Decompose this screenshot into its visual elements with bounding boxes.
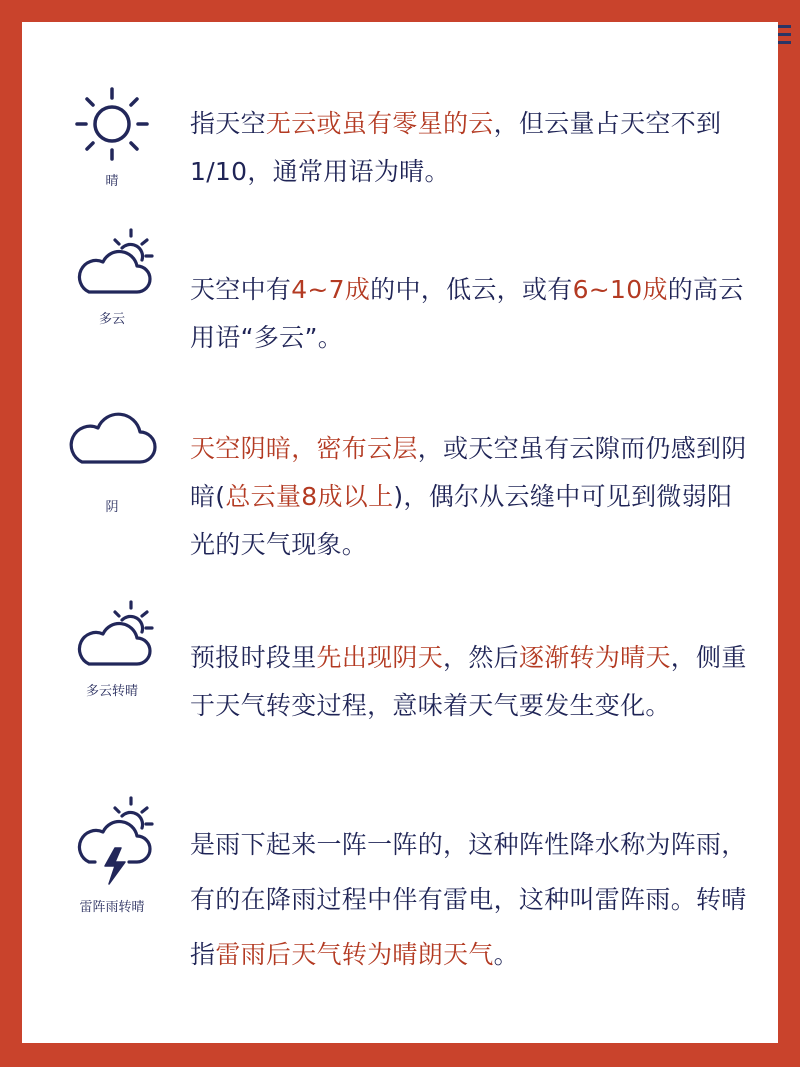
desc-highlight: 总云量8成以上 [225, 482, 394, 511]
desc-segment: ，或天空虽有云隙而仍感到阴暗( [190, 434, 747, 511]
weather-description [190, 817, 750, 982]
partly-cloudy-icon-group [62, 222, 162, 327]
weather-description [190, 634, 750, 730]
sun-icon [72, 84, 152, 164]
desc-highlight: 6~10成 [572, 275, 668, 304]
thunder-shower-icon [67, 790, 157, 890]
thunder-shower-icon-group [62, 790, 162, 915]
weather-label: 阴 [105, 500, 119, 515]
desc-segment: ，然后 [443, 643, 519, 672]
desc-segment: 天空中有 [190, 275, 292, 304]
desc-segment: 预报时段里 [190, 643, 317, 672]
cloudy-to-sunny-icon [67, 594, 157, 674]
weather-label: 多云转晴 [85, 684, 138, 699]
desc-highlight: 逐渐转为晴天 [518, 643, 671, 672]
cloudy-to-sunny-icon-group [62, 594, 162, 699]
sunny-icon-group [62, 84, 162, 189]
desc-segment: ，侧重于天气转变过程，意味着天气要发生变化。 [190, 643, 747, 720]
partly-cloudy-icon [67, 222, 157, 302]
desc-highlight: 4~7成 [291, 275, 371, 304]
desc-segment: ，但云量占天空不到1/10，通常用语为晴。 [190, 109, 722, 186]
desc-highlight: 先出现阴天 [316, 643, 444, 672]
weather-label: 晴 [105, 174, 119, 189]
desc-highlight: 天空阴暗，密布云层 [190, 434, 418, 463]
desc-highlight: 无云或虽有零星的云 [265, 109, 494, 138]
cloud-icon [64, 402, 160, 470]
desc-segment: 的中，低云，或有 [370, 275, 573, 304]
weather-label: 多云 [98, 312, 125, 327]
desc-segment: 是雨下起来一阵一阵的，这种阵性降水称为阵雨，有的在降雨过程中伴有雷电，这种叫雷阵雨。转晴指 [190, 830, 747, 969]
weather-description [190, 425, 750, 569]
desc-segment: 。 [493, 940, 519, 969]
desc-segment: 指天空 [190, 109, 266, 138]
weather-label: 雷阵雨转晴 [79, 900, 145, 915]
desc-segment: 的高云用语“多云”。 [190, 275, 744, 352]
weather-description [190, 100, 750, 196]
desc-highlight: 雷雨后天气转为晴朗天气 [215, 940, 494, 969]
weather-description [190, 266, 750, 362]
content-card [22, 22, 778, 1043]
desc-segment: )，偶尔从云缝中可见到微弱阳光的天气现象。 [190, 482, 733, 559]
overcast-icon-group [62, 402, 162, 515]
